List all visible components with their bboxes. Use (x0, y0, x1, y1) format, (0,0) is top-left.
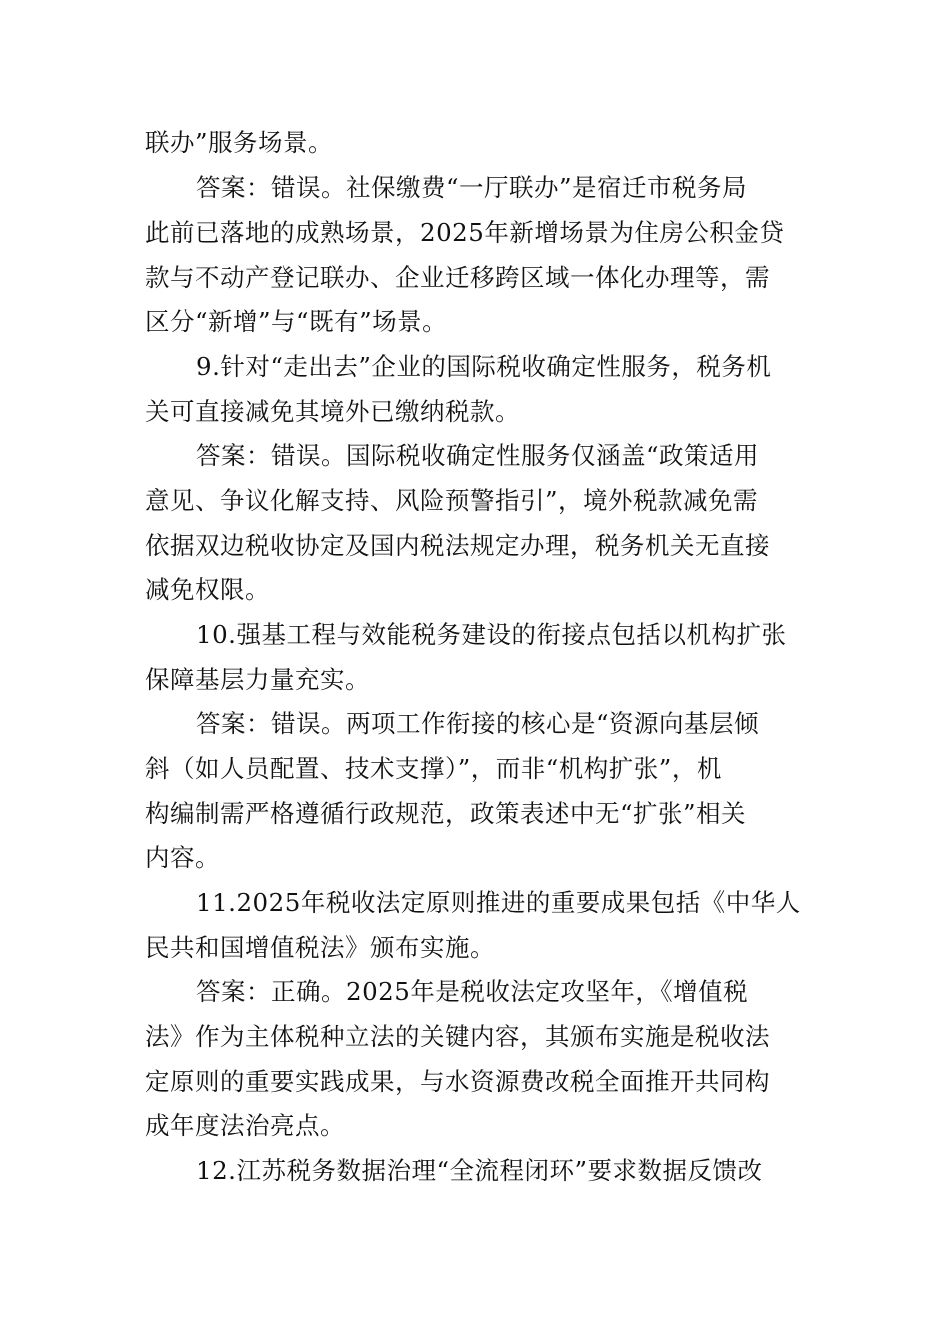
text-line: 保障基层力量充实。 (145, 665, 370, 694)
text-line: 依据双边税收协定及国内税法规定办理，税务机关无直接 (145, 531, 770, 560)
text-line: 意见、争议化解支持、风险预警指引”，境外税款减免需 (145, 486, 759, 515)
text-line: 构编制需严格遵循行政规范，政策表述中无“扩张”相关 (145, 799, 747, 828)
text-line: 斜（如人员配置、技术支撑）”，而非“机构扩张”，机 (145, 754, 722, 783)
text-line: 联办”服务场景。 (145, 128, 334, 157)
text-line: 区分“新增”与“既有”场景。 (145, 307, 448, 336)
text-line: 关可直接减免其境外已缴纳税款。 (145, 397, 520, 426)
text-line: 民共和国增值税法》颁布实施。 (145, 933, 495, 962)
text-line: 此前已落地的成熟场景，2025年新增场景为住房公积金贷 (145, 218, 785, 247)
answer-line: 答案：正确。2025年是税收法定攻坚年，《增值税 (196, 977, 749, 1006)
text-line: 法》作为主体税种立法的关键内容，其颁布实施是税收法 (145, 1022, 770, 1051)
text-line: 定原则的重要实践成果，与水资源费改税全面推开共同构 (145, 1067, 770, 1096)
answer-line: 答案：错误。社保缴费“一厅联办”是宿迁市税务局 (196, 173, 748, 202)
text-line: 减免权限。 (145, 575, 270, 604)
answer-line: 答案：错误。国际税收确定性服务仅涵盖“政策适用 (196, 441, 760, 470)
text-line: 内容。 (145, 843, 220, 872)
question-line: 9.针对“走出去”企业的国际税收确定性服务，税务机 (196, 352, 772, 381)
answer-line: 答案：错误。两项工作衔接的核心是“资源向基层倾 (196, 709, 760, 738)
question-line: 10.强基工程与效能税务建设的衔接点包括以机构扩张 (196, 620, 787, 649)
text-line: 成年度法治亮点。 (145, 1111, 345, 1140)
question-line: 11.2025年税收法定原则推进的重要成果包括《中华人 (196, 888, 801, 917)
question-line: 12.江苏税务数据治理“全流程闭环”要求数据反馈改 (196, 1156, 763, 1185)
text-line: 款与不动产登记联办、企业迁移跨区域一体化办理等，需 (145, 263, 770, 292)
